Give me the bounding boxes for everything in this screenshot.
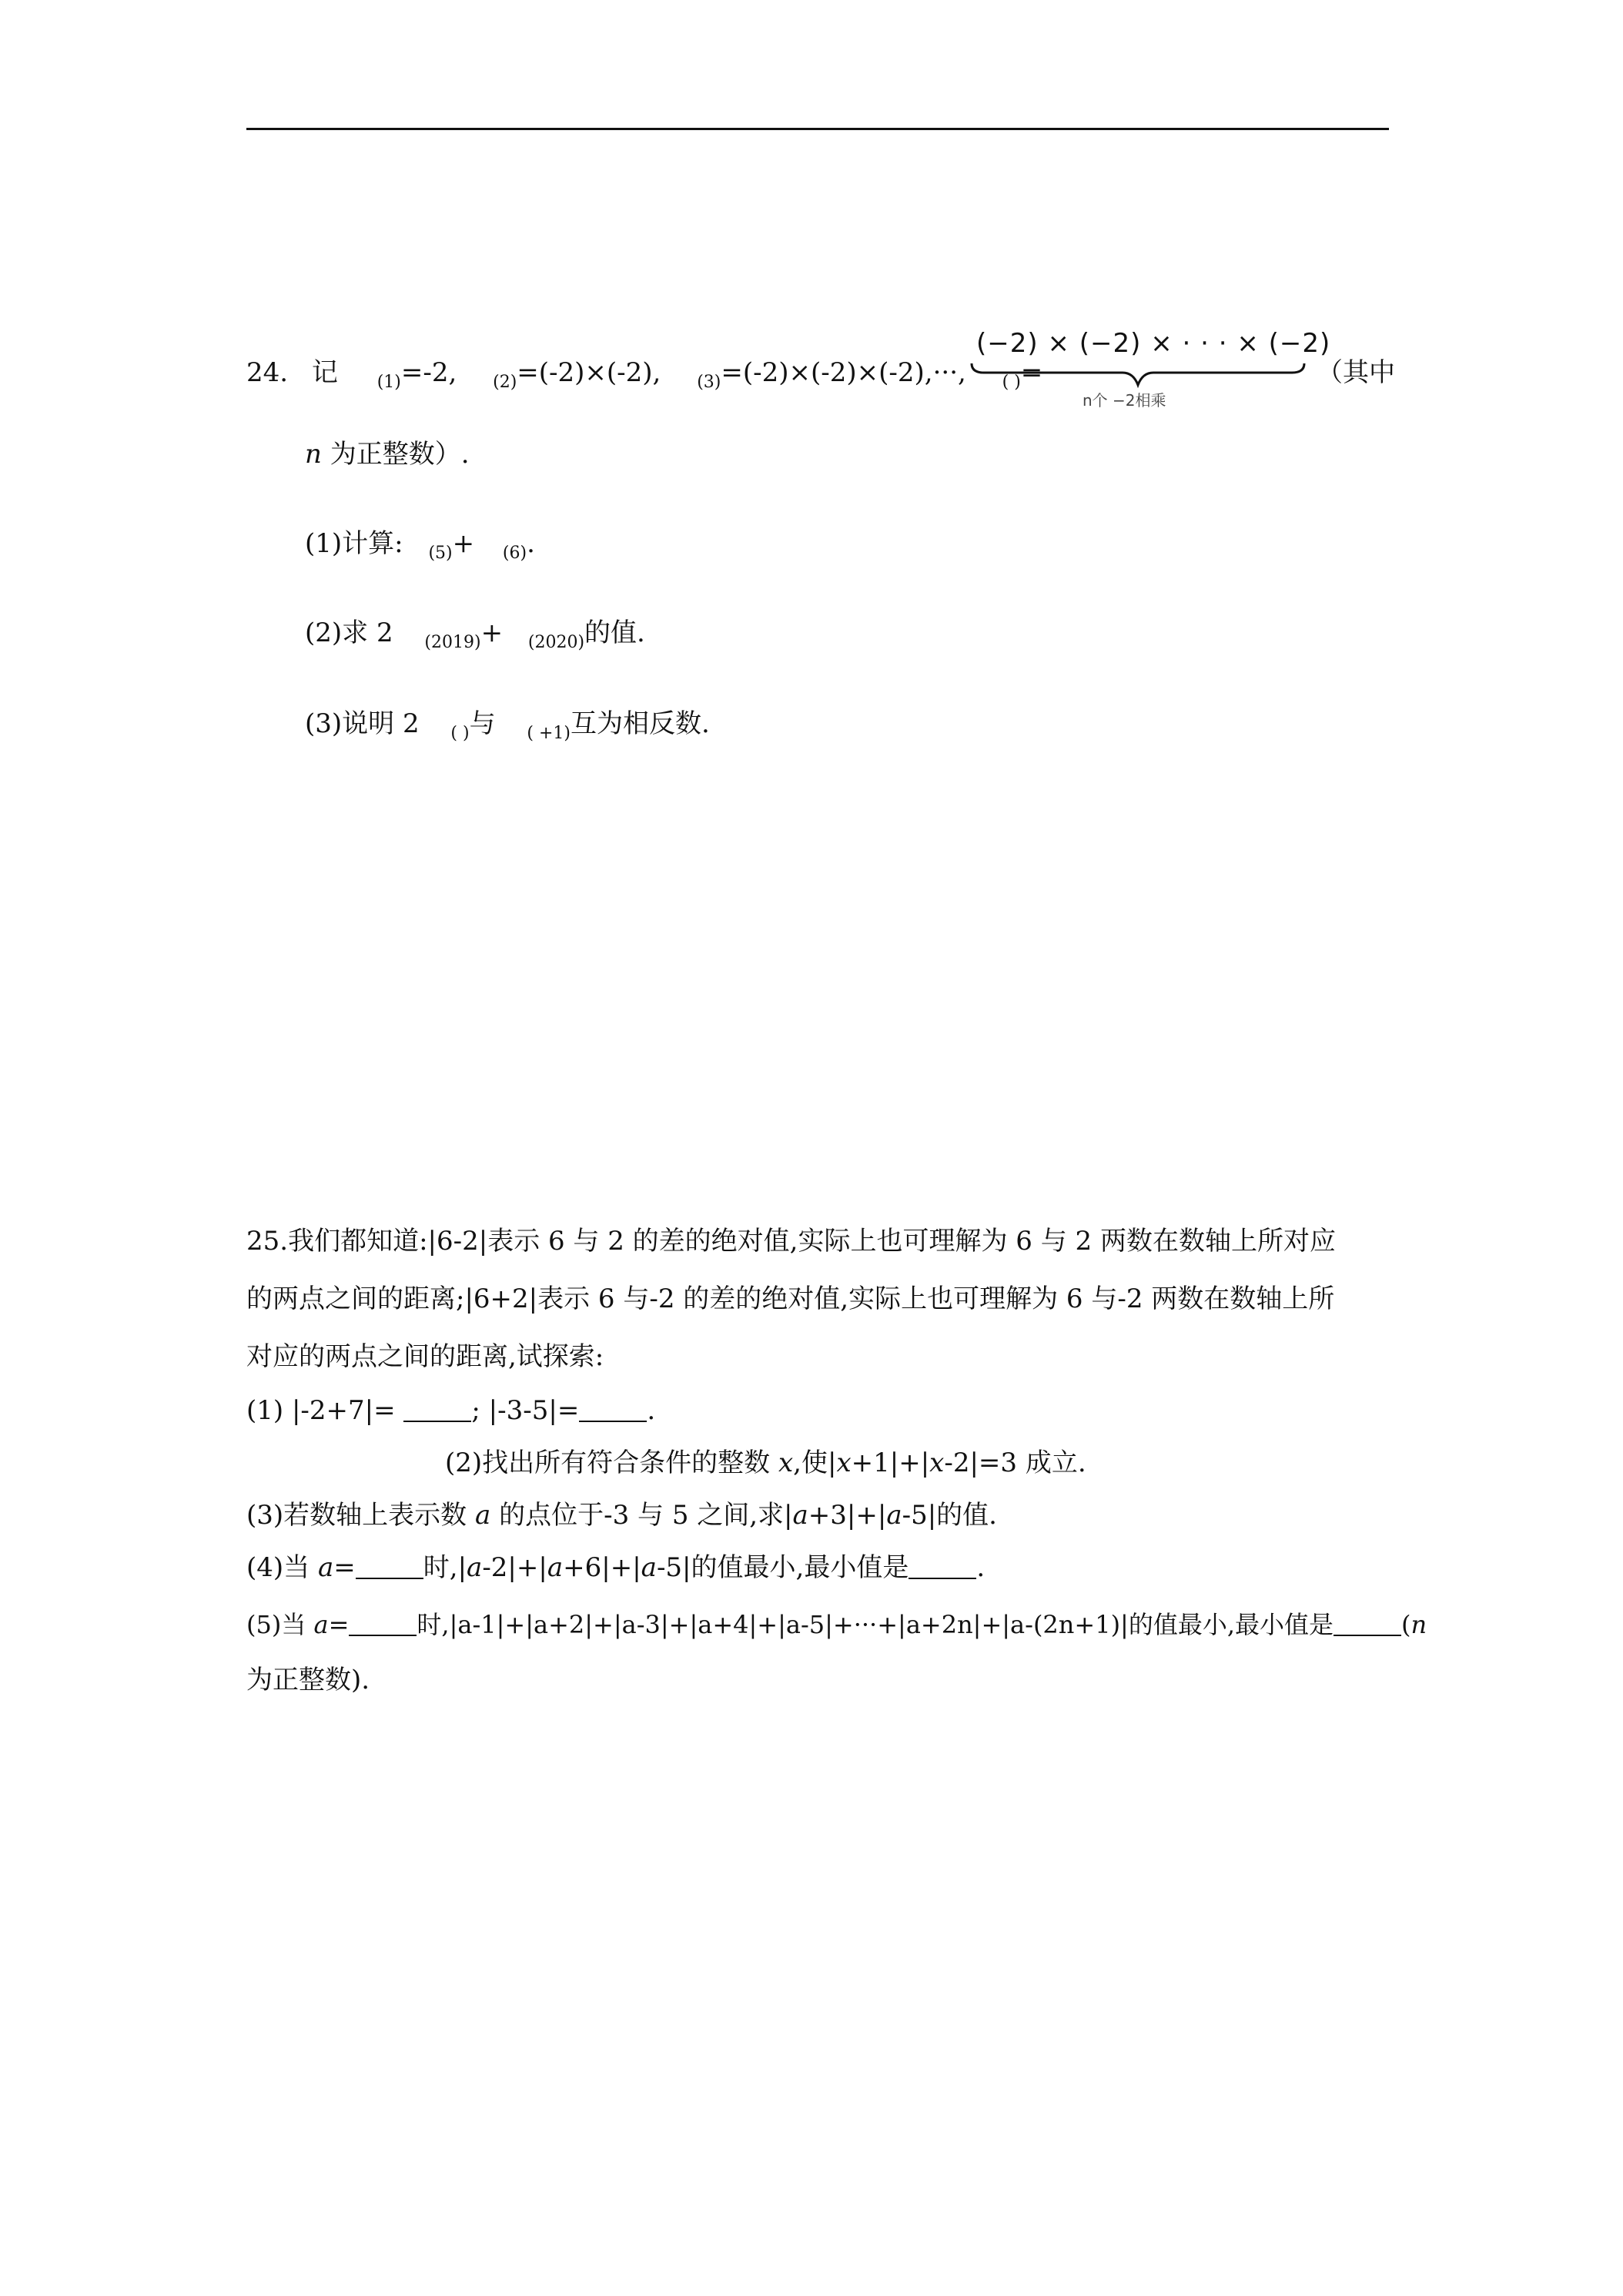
answer-blank[interactable] [1334,1612,1401,1636]
q24-part2-sub-b: (2020) [527,633,585,652]
q25-p3-a: (3)若数轴上表示数 [246,1500,467,1531]
q24-part1-label: (1)计算: [305,528,403,559]
underbrace-icon [969,362,1307,388]
q24-part1 [305,527,535,571]
q25-part3 [246,1498,997,1532]
q24-part1-sub-b: (6) [502,544,527,563]
q24-p2-sub: (2) [493,373,517,392]
q24-p3-val: =(-2)×(-2)×(-2),···, [721,357,966,388]
q25-p2-x2: x [836,1448,852,1478]
q25-p4-a: (4)当 [246,1552,310,1583]
q25-p5-a: (5)当 [246,1610,306,1639]
q25-p4-f: -5|的值最小,最小值是 [656,1552,909,1583]
q25-p2-a: (2)找出所有符合条件的整数 [445,1448,771,1478]
q24-pn-eq: = [1020,357,1043,388]
answer-blank[interactable] [579,1397,647,1422]
q24-pn-sub: ( ) [1002,373,1021,392]
q24-part1-end: . [527,528,535,559]
q25-p2-x3: x [929,1448,945,1478]
q25-p3-v2: a [792,1500,808,1531]
q25-p1-c: . [647,1395,656,1426]
q25-p2-c: +1|+| [851,1448,930,1478]
q24-p1-sub: (1) [376,373,401,392]
q25-p4-d: -2|+| [482,1552,547,1583]
q25-part4 [246,1551,985,1585]
q25-p4-v2: a [467,1552,483,1583]
q24-part3-label: (3)说明 2 [305,708,420,739]
q25-p4-v4: a [641,1552,657,1583]
q24-ji: 记 [311,357,338,388]
q25-p5-c: 时,|a-1|+|a+2|+|a-3|+|a+4|+|a-5|+···+|a+2n|+|a-(2n+1)|的值最小,最小值是 [417,1610,1334,1639]
q25-part2 [445,1446,1086,1480]
underbrace-note: n个 −2相乘 [1083,391,1166,410]
answer-blank[interactable] [909,1555,976,1579]
q24-part3-mid: 与 [469,708,496,739]
q24-line2 [305,437,470,471]
q25-p2-d: -2|=3 成立. [944,1448,1086,1478]
q24-p3-sub: (3) [697,373,721,392]
q25-p1-a: (1) |-2+7|= [246,1395,396,1426]
q24-line1 [246,356,1042,400]
q25-p5-v: a [313,1610,329,1639]
q24-part3 [305,707,710,751]
q25-p4-v3: a [547,1552,564,1583]
q24-part3-sub-b: ( +1) [527,724,571,743]
q25-p3-b: 的点位于-3 与 5 之间,求| [499,1500,793,1531]
q25-p5-n: n [1411,1610,1427,1639]
q24-line1-tail: （其中 [1317,357,1395,388]
q25-p4-b: = [333,1552,356,1583]
q25-p1-b: ; |-3-5|= [471,1395,580,1426]
q24-part3-end: 互为相反数. [571,708,710,739]
q25-p3-d: -5|的值. [902,1500,997,1531]
q25-line3: 对应的两点之间的距离,试探索: [246,1341,604,1372]
q25-line1: 25.我们都知道:|6-2|表示 6 与 2 的差的绝对值,实际上也可理解为 6 与 2 两数在数轴上所对应 [246,1226,1336,1257]
q24-part2-plus: + [480,618,504,648]
q24-number: 24. [246,357,289,388]
q24-p1-val: =-2, [400,357,457,388]
q25-p3-c: +3|+| [808,1500,887,1531]
q25-p3-v3: a [886,1500,902,1531]
q24-part2-end: 的值. [584,618,645,648]
answer-blank[interactable] [356,1555,423,1579]
q24-part1-plus: + [452,528,475,559]
answer-blank[interactable] [403,1397,471,1422]
header-rule [246,128,1389,130]
q24-part2 [305,616,645,660]
q25-part5-line2: 为正整数). [246,1665,370,1695]
q24-part1-sub-a: (5) [428,544,453,563]
q25-p4-e: +6|+| [563,1552,641,1583]
q24-part2-sub-a: (2019) [424,633,481,652]
q24-part2-label: (2)求 2 [305,618,393,648]
q25-p3-v: a [474,1500,491,1531]
underbrace-product: (−2) × (−2) × · · · × (−2) [976,328,1331,359]
q25-p4-g: . [976,1552,986,1583]
q25-p5-d: ( [1401,1610,1411,1639]
q25-p4-c: 时,| [423,1552,467,1583]
underbrace-expression [969,328,1331,413]
q25-line2: 的两点之间的距离;|6+2|表示 6 与-2 的差的绝对值,实际上也可理解为 6 与-2 两数在数轴上所 [246,1284,1335,1314]
q25-p2-x: x [778,1448,794,1478]
q24-line2-n: n [305,439,322,470]
q24-line2-text: 为正整数）. [330,439,470,470]
q25-p4-v: a [317,1552,334,1583]
q25-part1 [246,1394,655,1427]
q25-p5-b: = [328,1610,350,1639]
q24-part3-sub-a: ( ) [450,724,470,743]
q25-p2-b: ,使| [793,1448,837,1478]
answer-blank[interactable] [349,1612,417,1636]
q25-part5 [246,1608,1427,1642]
q24-p2-val: =(-2)×(-2), [517,357,661,388]
